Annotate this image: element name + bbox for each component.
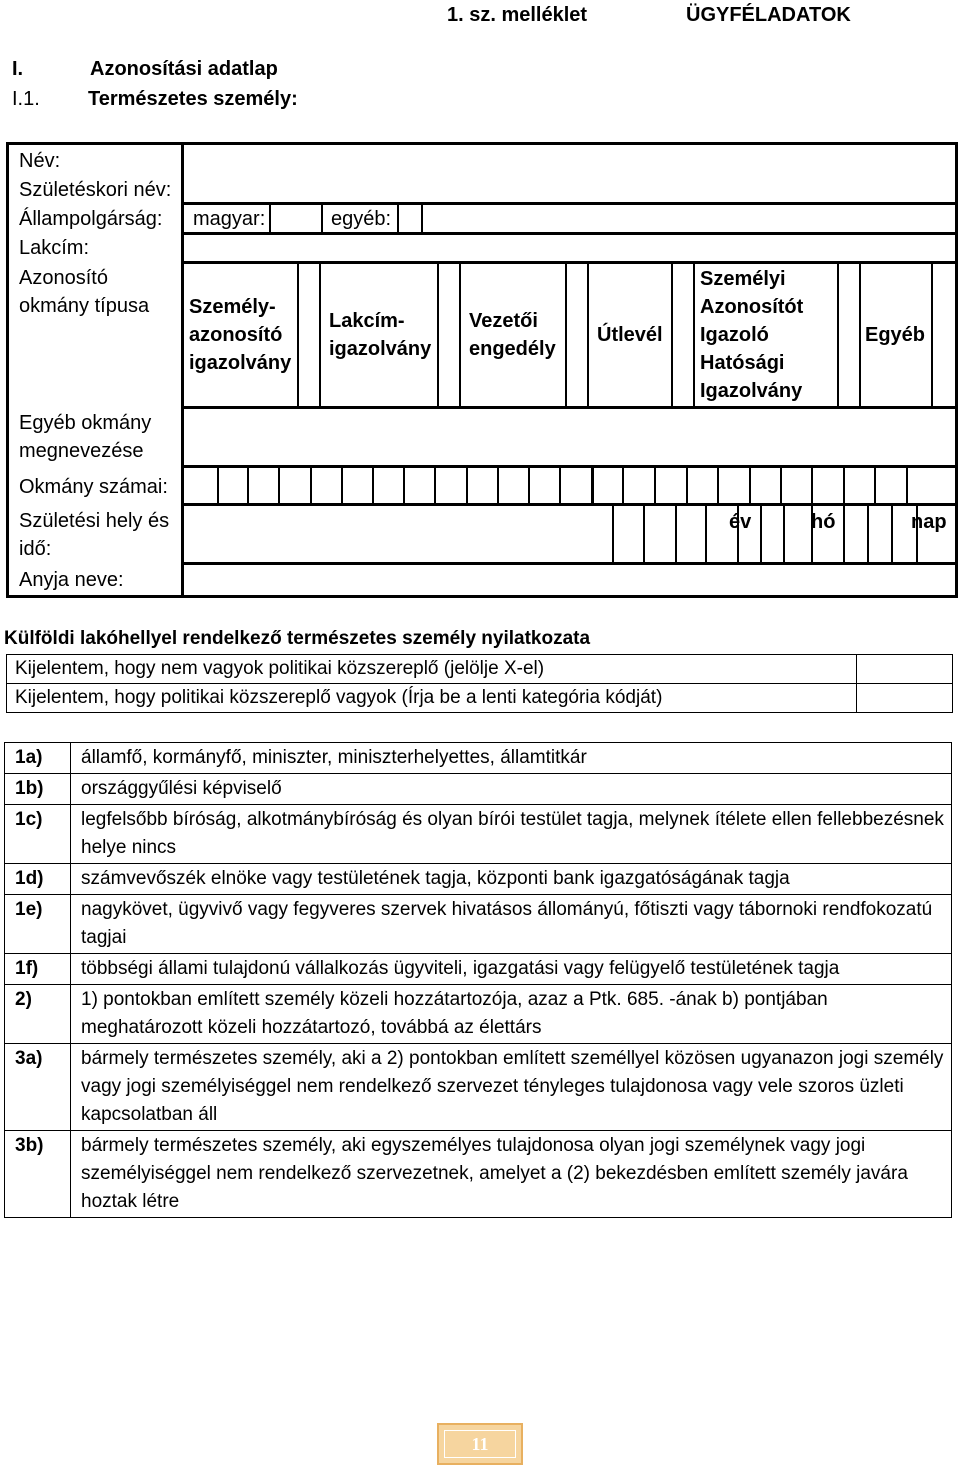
birth-name-label: Születéskori név:	[19, 179, 172, 201]
category-text: 1) pontokban említett személy közeli hozzátartozója, azaz a Ptk. 685. -ának b) pontjában meghatározott közeli hozzátartozó, továbbá az élettárs	[71, 985, 952, 1044]
date-cell-divider	[891, 506, 893, 562]
birth-place-time-label: Születési hely és idő:	[19, 510, 170, 560]
date-cell-divider	[843, 506, 845, 562]
category-row	[5, 1044, 952, 1131]
date-cell-divider	[867, 506, 869, 562]
section-title: Azonosítási adatlap	[90, 58, 278, 80]
doc-number-cell-divider	[686, 468, 688, 503]
declaration-table	[6, 654, 953, 713]
doc-number-cell-divider	[591, 468, 594, 503]
category-code: 1b)	[5, 774, 71, 805]
category-text: bármely természetes személy, aki a 2) pontokban említett személlyel közösen ugyanazon jogi személy vagy jogi személyiséggel nem rendelkező szervezet tényleges tulajdonosa vagy vele szoros üzleti kapcsolatban áll	[71, 1044, 952, 1131]
doc-option-driving-licence-checkbox[interactable]	[567, 264, 587, 406]
doc-number-cell-divider	[654, 468, 656, 503]
page-number: 11	[471, 1434, 489, 1454]
category-text: országgyűlési képviselő	[71, 774, 952, 805]
citizenship-hungarian-box[interactable]	[271, 205, 321, 232]
citizenship-other-box[interactable]	[399, 205, 421, 232]
doc-type-label: Azonosító okmány típusa	[19, 267, 150, 317]
doc-number-cell-divider	[811, 468, 813, 503]
category-code: 1a)	[5, 743, 71, 774]
doc-number-cell-divider	[403, 468, 405, 503]
category-row	[5, 864, 952, 895]
subsection-title: Természetes személy:	[88, 88, 298, 110]
doc-option-address-card-checkbox[interactable]	[439, 264, 459, 406]
doc-number-cell-divider	[717, 468, 719, 503]
category-row	[5, 805, 952, 864]
citizenship-label: Állampolgárság:	[19, 208, 163, 230]
birth-date-field[interactable]	[612, 506, 955, 562]
doc-option-id-card-checkbox[interactable]	[299, 264, 319, 406]
page-number-box	[437, 1423, 523, 1465]
declaration-not-pep: Kijelentem, hogy nem vagyok politikai közszereplő (jelölje X-el)	[7, 655, 857, 684]
doc-option-passport: Útlevél	[597, 324, 663, 346]
mother-name-field[interactable]	[184, 565, 955, 595]
other-doc-field[interactable]	[184, 409, 955, 465]
identification-form	[6, 142, 958, 598]
doc-number-cell-divider	[497, 468, 499, 503]
category-row	[5, 743, 952, 774]
declaration-row	[7, 655, 953, 684]
doc-option-other-checkbox[interactable]	[933, 264, 955, 406]
mother-name-label: Anyja neve:	[19, 569, 124, 591]
declaration-row	[7, 684, 953, 713]
month-label: hó	[811, 511, 836, 533]
doc-option-id-card: Személy-azonosító igazolvány	[189, 296, 292, 374]
subsection-number: I.1.	[12, 88, 40, 110]
doc-option-address-card: Lakcím-igazolvány	[329, 310, 432, 360]
address-field[interactable]	[184, 235, 955, 261]
date-cell-divider	[705, 506, 707, 562]
doc-number-cell-divider	[466, 468, 468, 503]
declaration-is-pep-box[interactable]	[857, 684, 953, 713]
doc-number-cell-divider	[247, 468, 249, 503]
category-row	[5, 774, 952, 805]
doc-option-driving-licence: Vezetői engedély	[469, 310, 556, 360]
doc-number-cell-divider	[278, 468, 280, 503]
doc-option-official-certificate: Személyi Azonosítót Igazoló Hatósági Igazolvány	[700, 268, 804, 402]
birth-place-field[interactable]	[184, 506, 614, 562]
declaration-not-pep-box[interactable]	[857, 655, 953, 684]
citizenship-hungarian-label: magyar:	[193, 208, 266, 230]
category-text: nagykövet, ügyvivő vagy fegyveres szervek hivatásos állományú, főtiszti vagy tábornoki rendfokozatú tagjai	[71, 895, 952, 954]
section-number: I.	[12, 58, 24, 80]
declaration-is-pep: Kijelentem, hogy politikai közszereplő vagyok (Írja be a lenti kategória kódját)	[7, 684, 857, 713]
category-text: többségi állami tulajdonú vállalkozás ügyviteli, igazgatási vagy felügyelő testületének tagja	[71, 954, 952, 985]
category-code: 1c)	[5, 805, 71, 864]
doc-number-cell-divider	[843, 468, 845, 503]
category-code: 3b)	[5, 1131, 71, 1218]
date-cell-divider	[643, 506, 645, 562]
doc-number-cell-divider	[217, 468, 219, 503]
doc-option-official-certificate-checkbox[interactable]	[839, 264, 859, 406]
name-field[interactable]	[184, 145, 955, 202]
declaration-title: Külföldi lakóhellyel rendelkező természetes személy nyilatkozata	[4, 628, 591, 649]
date-cell-divider	[612, 506, 614, 562]
date-cell-divider	[783, 506, 785, 562]
category-row	[5, 954, 952, 985]
category-text: számvevőszék elnöke vagy testületének tagja, központi bank igazgatóságának tagja	[71, 864, 952, 895]
category-row	[5, 1131, 952, 1218]
doc-number-cell-divider	[780, 468, 782, 503]
other-doc-label: Egyéb okmány megnevezése	[19, 412, 152, 462]
year-label: év	[729, 511, 752, 533]
doc-number-field[interactable]	[184, 468, 955, 503]
doc-number-cell-divider	[749, 468, 751, 503]
doc-number-cell-divider	[372, 468, 374, 503]
category-text: bármely természetes személy, aki egyszemélyes tulajdonosa olyan jogi személynek vagy jogi személyiséggel nem rendelkező szervezetnek, amelyet a (2) bekezdésben említett személy javára hoztak létre	[71, 1131, 952, 1218]
category-code: 1f)	[5, 954, 71, 985]
doc-number-cell-divider	[341, 468, 343, 503]
doc-option-passport-checkbox[interactable]	[673, 264, 693, 406]
category-row	[5, 985, 952, 1044]
doc-numbers-label: Okmány számai:	[19, 476, 168, 498]
doc-number-cell-divider	[528, 468, 530, 503]
citizenship-other-label: egyéb:	[331, 208, 392, 230]
date-cell-divider	[675, 506, 677, 562]
category-code: 3a)	[5, 1044, 71, 1131]
page-title: ÜGYFÉLADATOK	[686, 4, 851, 26]
category-code: 1d)	[5, 864, 71, 895]
category-text: államfő, kormányfő, miniszter, miniszterhelyettes, államtitkár	[71, 743, 952, 774]
address-label: Lakcím:	[19, 237, 90, 259]
doc-number-cell-divider	[559, 468, 561, 503]
doc-number-cell-divider	[434, 468, 436, 503]
name-label: Név:	[19, 150, 61, 172]
doc-number-cell-divider	[622, 468, 624, 503]
date-cell-divider	[760, 506, 762, 562]
category-row	[5, 895, 952, 954]
doc-number-cell-divider	[906, 468, 908, 503]
doc-number-cell-divider	[874, 468, 876, 503]
annex-label: 1. sz. melléklet	[447, 4, 588, 26]
day-label: nap	[911, 511, 947, 533]
category-code: 1e)	[5, 895, 71, 954]
pep-category-table	[4, 742, 952, 1218]
category-code: 2)	[5, 985, 71, 1044]
category-text: legfelsőbb bíróság, alkotmánybíróság és olyan bírói testület tagja, melynek ítélete ellen fellebbezésnek helye nincs	[71, 805, 952, 864]
doc-option-other: Egyéb	[865, 324, 926, 346]
doc-number-cell-divider	[310, 468, 312, 503]
